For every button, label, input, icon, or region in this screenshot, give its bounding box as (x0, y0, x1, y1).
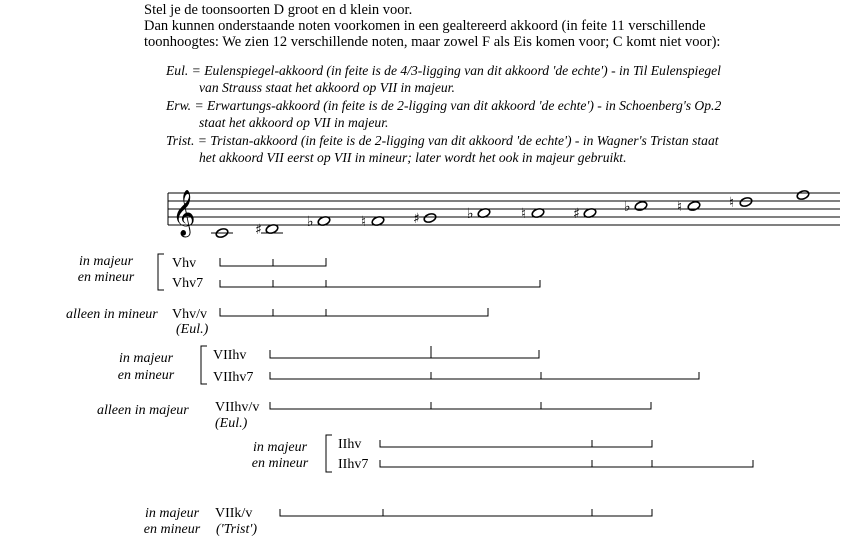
sharp-icon: ♯ (413, 211, 420, 227)
definition-erwartung: Erw. = Erwartungs-akkoord (in feite is de 2-ligging van dit akkoord 'de echte') - in Schoenberg's Op.2 staat het akkoord op VII in majeur. (166, 98, 722, 130)
span-viik-v (280, 509, 652, 516)
label-en-mineur-4: en mineur (143, 522, 201, 537)
chord-vhv7: Vhv7 (172, 276, 204, 291)
label-in-majeur-2: in majeur (118, 351, 174, 366)
natural-icon: ♮ (361, 214, 367, 230)
span-iihv7 (380, 460, 753, 467)
chord-iihv7: IIhv7 (338, 457, 369, 472)
label-in-majeur-1: in majeur (78, 254, 134, 269)
span-vhv7 (220, 280, 540, 287)
chord-vhv-v: Vhv/v (172, 307, 207, 322)
natural-icon: ♮ (677, 199, 683, 215)
definition-eulenspiegel: Eul. = Eulenspiegel-akkoord (in feite is de 4/3-ligging van dit akkoord 'de echte') - in Til Eulenspiegel van Strauss staat het akkoord op VII in majeur. (166, 63, 721, 95)
flat-icon: ♭ (467, 206, 474, 222)
bracket-3 (326, 435, 332, 472)
intro-line-2: Dan kunnen onderstaande noten voorkomen in een gealtereerd akkoord (in feite 11 verschillende (144, 18, 706, 34)
label-en-mineur-2: en mineur (117, 368, 175, 383)
span-viihv (270, 350, 539, 358)
flat-icon: ♭ (624, 199, 631, 215)
natural-icon: ♮ (521, 206, 527, 222)
note-trist: ('Trist') (216, 522, 258, 537)
label-in-majeur-3: in majeur (252, 440, 308, 455)
sharp-icon: ♯ (255, 222, 262, 238)
chord-viik-v: VIIk/v (215, 506, 253, 521)
natural-icon: ♮ (729, 195, 735, 211)
bracket-2 (201, 346, 207, 384)
label-en-mineur-3: en mineur (251, 456, 309, 471)
chord-vhv: Vhv (172, 256, 197, 271)
bracket-1 (158, 254, 164, 290)
chord-viihv: VIIhv (213, 348, 247, 363)
span-viihv7 (270, 372, 699, 379)
span-iihv (380, 440, 652, 447)
intro-line-1: Stel je de toonsoorten D groot en d klein voor. (144, 2, 413, 18)
definition-tristan: Trist. = Tristan-akkoord (in feite is de 2-ligging van dit akkoord 'de echte') - in Wagner's Tristan staat het akkoord VII eerst op VII in mineur; later wordt het ook in majeur gebruikt. (166, 133, 719, 165)
chord-viihv7: VIIhv7 (213, 370, 254, 385)
intro-line-3: toonhoogtes: We zien 12 verschillende noten, maar zowel F als Eis komen voor; C komt niet voor): (144, 34, 721, 50)
label-in-majeur-4: in majeur (144, 506, 200, 521)
note-eul-1: (Eul.) (176, 322, 209, 337)
note-eul-2: (Eul.) (215, 416, 248, 431)
flat-icon: ♭ (307, 214, 314, 230)
treble-clef-icon: 𝄞 (172, 190, 196, 236)
label-en-mineur-1: en mineur (77, 270, 135, 285)
span-viihv-v (270, 402, 651, 409)
label-alleen-in-mineur: alleen in mineur (66, 307, 158, 322)
chord-iihv: IIhv (338, 437, 362, 452)
sharp-icon: ♯ (573, 206, 580, 222)
span-vhv-v (220, 308, 488, 316)
label-alleen-in-majeur: alleen in majeur (97, 403, 189, 418)
chord-viihv-v: VIIhv/v (215, 400, 260, 415)
